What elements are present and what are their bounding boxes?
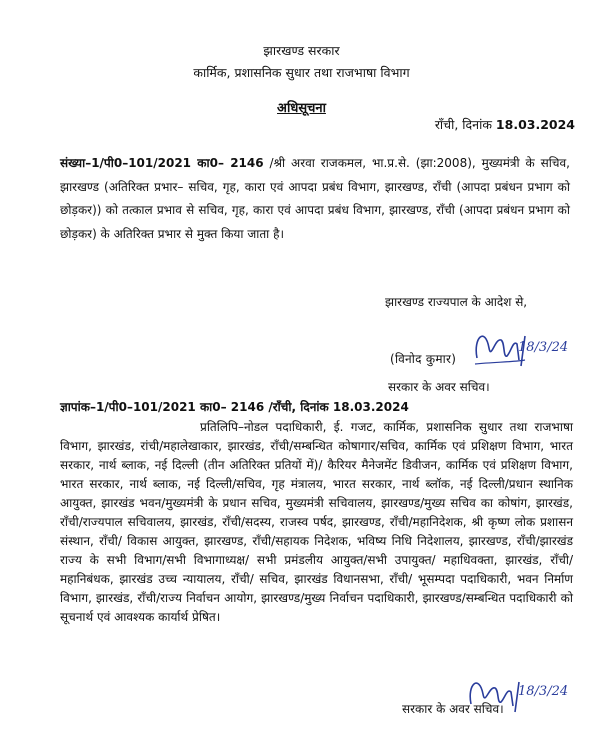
memo-line: झारखंड, राँची/राज्यपाल सचिवालय, झारखंड, राँची/सदस्य, राजस्व पर्षद, झारखण्ड, [60, 496, 573, 529]
memo-paragraph [60, 418, 573, 627]
signatory-name: (विनोद कुमार) [390, 352, 457, 366]
memo-reference: ज्ञापांक–1/पी0–101/2021 का0– 2146 /राँची, दिनांक 18.03.2024 [60, 400, 409, 414]
order-line: राँची (आपदा प्रबंधन प्रभाग को छोड़कर)) को तत्काल प्रभाव से सचिव, गृह, कारा एवं आपदा [60, 179, 570, 217]
order-line: के सचिव, झारखण्ड (अतिरिक्त प्रभार– सचिव, गृह, कारा एवं आपदा प्रबंध विभाग, झारखण्ड, [60, 156, 570, 194]
memo-line: झारखण्ड/मुख्य निर्वाचन पदाधिकारी, झारखण्ड/सम्बन्धित पदाधिकारी को सूचनार्थ एवं [60, 591, 573, 624]
memo-line: राँची/सहायक निदेशक, भविष्य निधि निदेशालय, झारखण्ड, राँची/झारखंड राज्य के सभी [60, 534, 573, 567]
order-line: प्रबंध विभाग, झारखण्ड, राँची (आपदा प्रबंधन प्रभाग को छोड़कर) के अतिरिक्त प्रभार से मुक्त [60, 203, 570, 241]
memo-line: आवश्यक कार्यार्थ प्रेषित। [114, 610, 221, 624]
date-prefix: राँची, दिनांक [434, 117, 492, 132]
memo-line: राँची/महानिदेशक, श्री कृष्ण लोक प्रशासन संस्थान, राँची/ विकास आयुक्त, झारखण्ड, [60, 515, 573, 548]
government-name: झारखण्ड सरकार [263, 43, 340, 58]
order-line: किया जाता है। [221, 226, 285, 241]
governor-order-line: झारखण्ड राज्यपाल के आदेश से, [385, 295, 528, 309]
notification-date [435, 116, 575, 133]
notification-title: अधिसूचना [277, 101, 326, 116]
memo-line: मैनेजमेंट डिवीजन, कार्मिक एवं प्रशिक्षण विभाग, भारत सरकार, नार्थ ब्लाक, नई दिल्ली/सचिव, [60, 458, 573, 491]
memo-line: भवन/मुख्यमंत्री के प्रधान सचिव, मुख्यमंत्री सचिवालय, झारखण्ड/मुख्य सचिव का कोषांग, [139, 496, 531, 510]
memo-line: प्रशिक्षण विभाग, भारत सरकार, नार्थ ब्लाक, नई दिल्ली (तीन अतिरिक्त प्रतियों में)/ कैरियर [60, 439, 573, 472]
order-line: /श्री अरवा राजकमल, भा.प्र.से. (झा:2008), मुख्यमंत्री [269, 156, 520, 170]
memo-line: प्रतिलिपि–नोडल पदाधिकारी, ई. गजट, कार्मिक, प्रशासनिक सुधार तथा राजभाषा [200, 420, 573, 434]
department-name: कार्मिक, प्रशासनिक सुधार तथा राजभाषा विभाग [193, 65, 410, 80]
signature-2-date: 18/3/24 [518, 684, 569, 699]
signatory-designation: सरकार के अवर सचिव। [388, 380, 490, 394]
signature-1-date: 18/3/24 [518, 340, 569, 355]
memo-line: भूसम्पदा पदाधिकारी, भवन निर्माण विभाग, झारखंड, राँची/राज्य निर्वाचन आयोग, [60, 572, 573, 605]
order-paragraph [60, 152, 570, 246]
memo-line: विभाग, झारखंड, रांची/महालेखाकार, झारखंड, राँची/सम्बन्धित कोषागार/सचिव, कार्मिक एवं [60, 439, 466, 453]
order-reference: संख्या–1/पी0–101/2021 का0– 2146 [60, 156, 264, 170]
signatory-2-designation: सरकार के अवर सचिव। [402, 702, 504, 716]
memo-line: गृह मंत्रालय, भारत सरकार, नार्थ ब्लॉक, नई दिल्ली/प्रधान स्थानिक आयुक्त, झारखंड [60, 477, 573, 510]
date-value: 18.03.2024 [495, 117, 575, 132]
memo-line: विभाग/सभी विभागाध्यक्ष/ सभी प्रमंडलीय आयुक्त/सभी उपायुक्त/ महाधिवक्ता, झारखंड, [134, 553, 543, 567]
memo-line: राँची/महानिबंधक, झारखंड उच्च न्यायालय, राँची/ सचिव, झारखंड विधानसभा, राँची/ [60, 553, 573, 586]
